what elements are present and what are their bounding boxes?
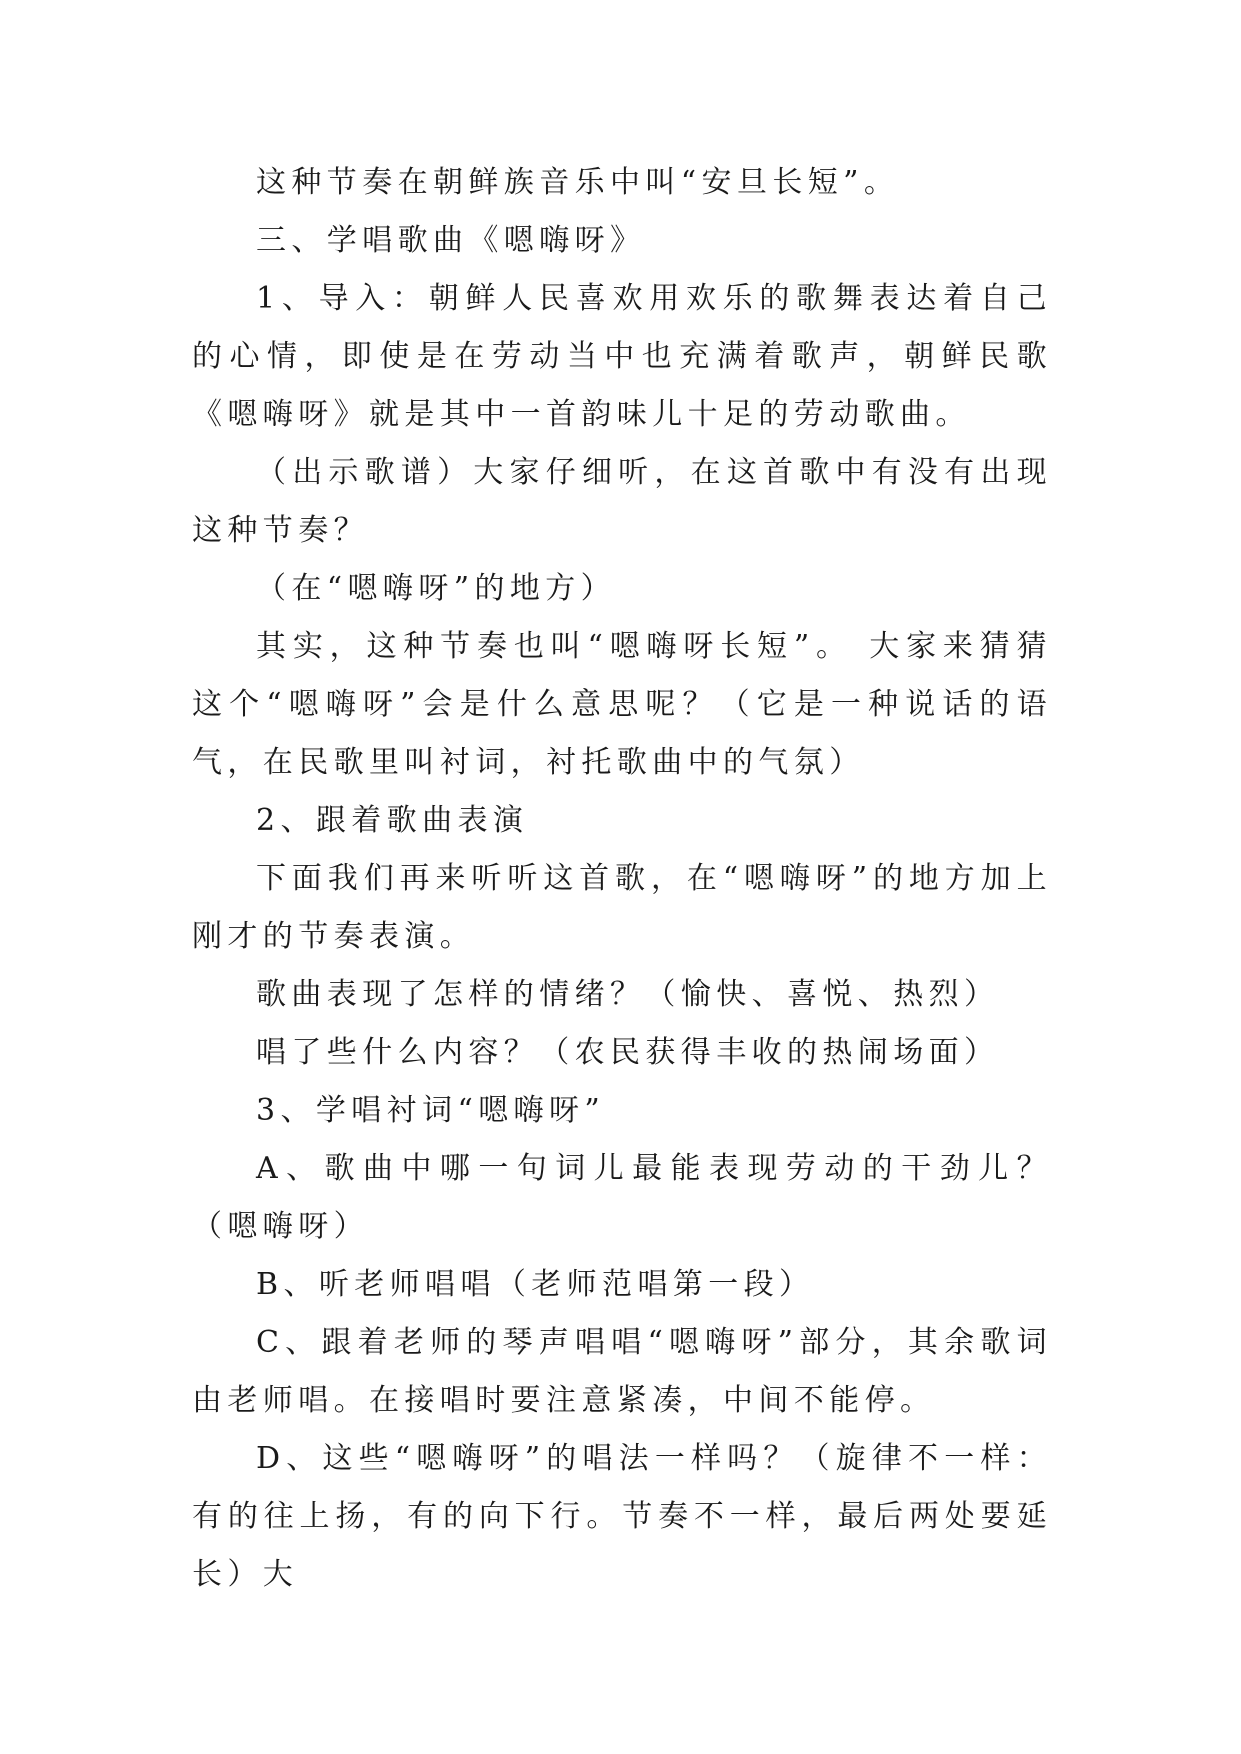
document-body bbox=[192, 154, 1052, 1604]
subheading-follow-performance: 2、跟着歌曲表演 bbox=[256, 803, 529, 838]
paragraph-introduction: 1、导入：朝鲜人民喜欢用欢乐的歌舞表达着自己的心情，即使是在劳动当中也充满着歌声，朝鲜民歌《嗯嗨呀》就是其中一首韵味儿十足的劳动歌曲。 bbox=[192, 281, 1052, 432]
paragraph-answer-location: （在“嗯嗨呀”的地方） bbox=[256, 571, 617, 606]
paragraph-emotion-question: 歌曲表现了怎样的情绪？（愉快、喜悦、热烈） bbox=[256, 977, 1000, 1012]
paragraph-item-c: C、跟着老师的琴声唱唱“嗯嗨呀”部分，其余歌词由老师唱。在接唱时要注意紧凑，中间不能停。 bbox=[192, 1325, 1052, 1418]
paragraph-rhythm-meaning: 其实，这种节奏也叫“嗯嗨呀长短”。 大家来猜猜这个“嗯嗨呀”会是什么意思呢？（它是一种说话的语气，在民歌里叫衬词，衬托歌曲中的气氛） bbox=[192, 629, 1052, 780]
paragraph-rhythm-name: 这种节奏在朝鲜族音乐中叫“安旦长短”。 bbox=[256, 165, 900, 200]
paragraph-item-b: B、听老师唱唱（老师范唱第一段） bbox=[256, 1267, 815, 1302]
paragraph-show-score: （出示歌谱）大家仔细听，在这首歌中有没有出现这种节奏？ bbox=[192, 455, 1052, 548]
section-heading-learn-song: 三、学唱歌曲《嗯嗨呀》 bbox=[256, 223, 646, 258]
paragraph-content-question: 唱了些什么内容？（农民获得丰收的热闹场面） bbox=[256, 1035, 1000, 1070]
paragraph-item-d: D、这些“嗯嗨呀”的唱法一样吗？（旋律不一样：有的往上扬，有的向下行。节奏不一样，最后两处要延长）大 bbox=[192, 1441, 1052, 1592]
paragraph-listen-again: 下面我们再来听听这首歌，在“嗯嗨呀”的地方加上刚才的节奏表演。 bbox=[192, 861, 1052, 954]
subheading-learn-filler-words: 3、学唱衬词“嗯嗨呀” bbox=[256, 1093, 606, 1128]
paragraph-item-a: A、歌曲中哪一句词儿最能表现劳动的干劲儿？（嗯嗨呀） bbox=[192, 1151, 1052, 1244]
